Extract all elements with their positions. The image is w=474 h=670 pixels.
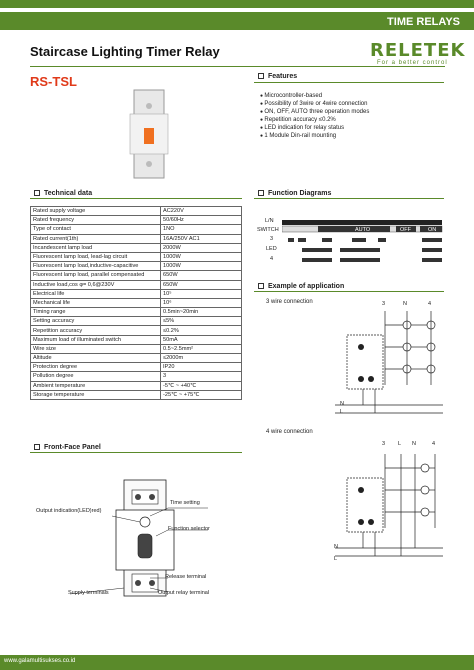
function-heading: Function Diagrams [258, 190, 331, 197]
feature-item: ● 1 Module Din-rail mounting [260, 132, 369, 140]
spec-value: 16A/250V AC1 [161, 234, 242, 243]
table-row [31, 354, 242, 363]
t4-label-l: L [334, 556, 338, 562]
table-row [31, 381, 242, 390]
t3-label-b: N [403, 301, 407, 307]
fd-label-switch: SWITCH [257, 227, 279, 233]
spec-key: Storage temperature [31, 390, 161, 399]
callout-output-indication: Output indication(LED)red) [36, 508, 102, 514]
fd-label-ln: L/N [265, 218, 274, 224]
spec-key: Pollution degree [31, 372, 161, 381]
spec-key: Mechanical life [31, 298, 161, 307]
top-green-bar [0, 0, 474, 8]
t4-label-c: N [412, 441, 416, 447]
features-divider [254, 82, 444, 83]
spec-value: 1NO [161, 225, 242, 234]
spec-value: -25℃ ~ +75℃ [161, 390, 242, 399]
table-row [31, 308, 242, 317]
feature-item: ● Possibility of 3wire or 4wire connection [260, 100, 369, 108]
table-row [31, 216, 242, 225]
spec-key: Timing range [31, 308, 161, 317]
table-row [31, 271, 242, 280]
spec-key: Maximum load of illuminated switch [31, 335, 161, 344]
fd-mode-auto: AUTO [355, 227, 371, 233]
feature-item: ● LED indication for relay status [260, 124, 369, 132]
spec-key: Electrical life [31, 289, 161, 298]
table-row [31, 298, 242, 307]
spec-key: Setting accuracy [31, 317, 161, 326]
spec-value: 650W [161, 271, 242, 280]
table-row [31, 344, 242, 353]
spec-value: -5℃ ~ +40℃ [161, 381, 242, 390]
spec-key: Repetition accuracy [31, 326, 161, 335]
table-row [31, 225, 242, 234]
spec-key: Inductive load,cos φ= 0,6@230V [31, 280, 161, 289]
callout-supply-terminals: Supply terminals [68, 590, 109, 596]
spec-key: Ambient temperature [31, 381, 161, 390]
table-row [31, 252, 242, 261]
t3-label-l: L [340, 409, 344, 415]
spec-key: Rated current(1th) [31, 234, 161, 243]
table-row [31, 243, 242, 252]
table-row [31, 363, 242, 372]
application-heading: Example of application [258, 283, 344, 290]
table-row [31, 234, 242, 243]
table-row [31, 207, 242, 216]
spec-value: 3 [161, 372, 242, 381]
callout-output-relay-terminal: Output relay terminal [158, 590, 210, 596]
spec-value: ≤5% [161, 317, 242, 326]
four-wire-title: 4 wire connection [266, 429, 313, 435]
t4-label-d: 4 [432, 441, 436, 447]
spec-value: 10⁵ [161, 289, 242, 298]
callout-time-setting: Time setting [170, 500, 200, 506]
three-wire-diagram [335, 305, 445, 420]
spec-key: Altitude [31, 354, 161, 363]
spec-value: 1000W [161, 262, 242, 271]
technical-divider [30, 198, 242, 199]
feature-item: ● ON, OFF, AUTO three operation modes [260, 108, 369, 116]
spec-key: Fluorescent lamp load,inductive-capacitive [31, 262, 161, 271]
three-wire-title: 3 wire connection [266, 299, 313, 305]
brand-logo: RELETEK [370, 40, 466, 61]
spec-key: Protection degree [31, 363, 161, 372]
spec-value: 50/60Hz [161, 216, 242, 225]
spec-value: 0.5~2.5mm² [161, 344, 242, 353]
fd-label-4: 4 [270, 256, 274, 262]
technical-table [30, 206, 242, 400]
spec-key: Incandescent lamp load [31, 243, 161, 252]
function-diagram [282, 212, 444, 268]
fd-label-led: LED [266, 246, 277, 252]
spec-value: ≤0.2% [161, 326, 242, 335]
t3-label-a: 3 [382, 301, 386, 307]
callout-release-terminal: Release terminal [165, 574, 207, 580]
spec-key: Rated frequency [31, 216, 161, 225]
fd-label-3: 3 [270, 236, 274, 242]
spec-key: Type of contact [31, 225, 161, 234]
t3-label-n: N [340, 401, 344, 407]
t4-label-b: L [398, 441, 402, 447]
spec-value: ≤2000m [161, 354, 242, 363]
front-panel-divider [30, 452, 242, 453]
spec-value: 50mA [161, 335, 242, 344]
spec-key: Wire size [31, 344, 161, 353]
features-list [260, 92, 369, 140]
technical-heading: Technical data [34, 190, 92, 197]
feature-item: ● Repetition accuracy ≤0.2% [260, 116, 369, 124]
table-row [31, 317, 242, 326]
spec-key: Rated supply voltage [31, 207, 161, 216]
table-row [31, 262, 242, 271]
table-row [31, 335, 242, 344]
table-row [31, 280, 242, 289]
function-divider [254, 198, 444, 199]
spec-value: 2000W [161, 243, 242, 252]
spec-value: 0.5min~20min [161, 308, 242, 317]
spec-value: 1000W [161, 252, 242, 261]
fd-mode-on: ON [428, 227, 437, 233]
fd-mode-off: OFF [400, 227, 411, 233]
title-divider [30, 66, 445, 67]
spec-value: IP20 [161, 363, 242, 372]
feature-item: ● Microcontroller-based [260, 92, 369, 100]
spec-value: 650W [161, 280, 242, 289]
t4-label-a: 3 [382, 441, 386, 447]
table-row [31, 372, 242, 381]
page-title: Staircase Lighting Timer Relay [30, 44, 220, 59]
table-row [31, 326, 242, 335]
front-panel-heading: Front-Face Panel [34, 444, 101, 451]
t4-label-n: N [334, 544, 338, 550]
table-row [31, 390, 242, 399]
category-label: TIME RELAYS [387, 16, 460, 28]
spec-value: AC220V [161, 207, 242, 216]
spec-key: Fluorescent lamp load, parallel compensated [31, 271, 161, 280]
product-image [120, 84, 180, 184]
model-name: RS-TSL [30, 74, 77, 89]
t3-label-c: 4 [428, 301, 432, 307]
spec-value: 10⁶ [161, 298, 242, 307]
application-divider [254, 291, 444, 292]
callout-function-selector: Function selector [168, 526, 210, 532]
spec-key: Fluorescent lamp load, lead-lag circuit [31, 252, 161, 261]
footer-url[interactable]: www.galamultisukses.co.id [4, 658, 76, 664]
table-row [31, 289, 242, 298]
four-wire-diagram [335, 448, 445, 568]
brand-tagline: For a better control [377, 60, 448, 66]
features-heading: Features [258, 73, 297, 80]
